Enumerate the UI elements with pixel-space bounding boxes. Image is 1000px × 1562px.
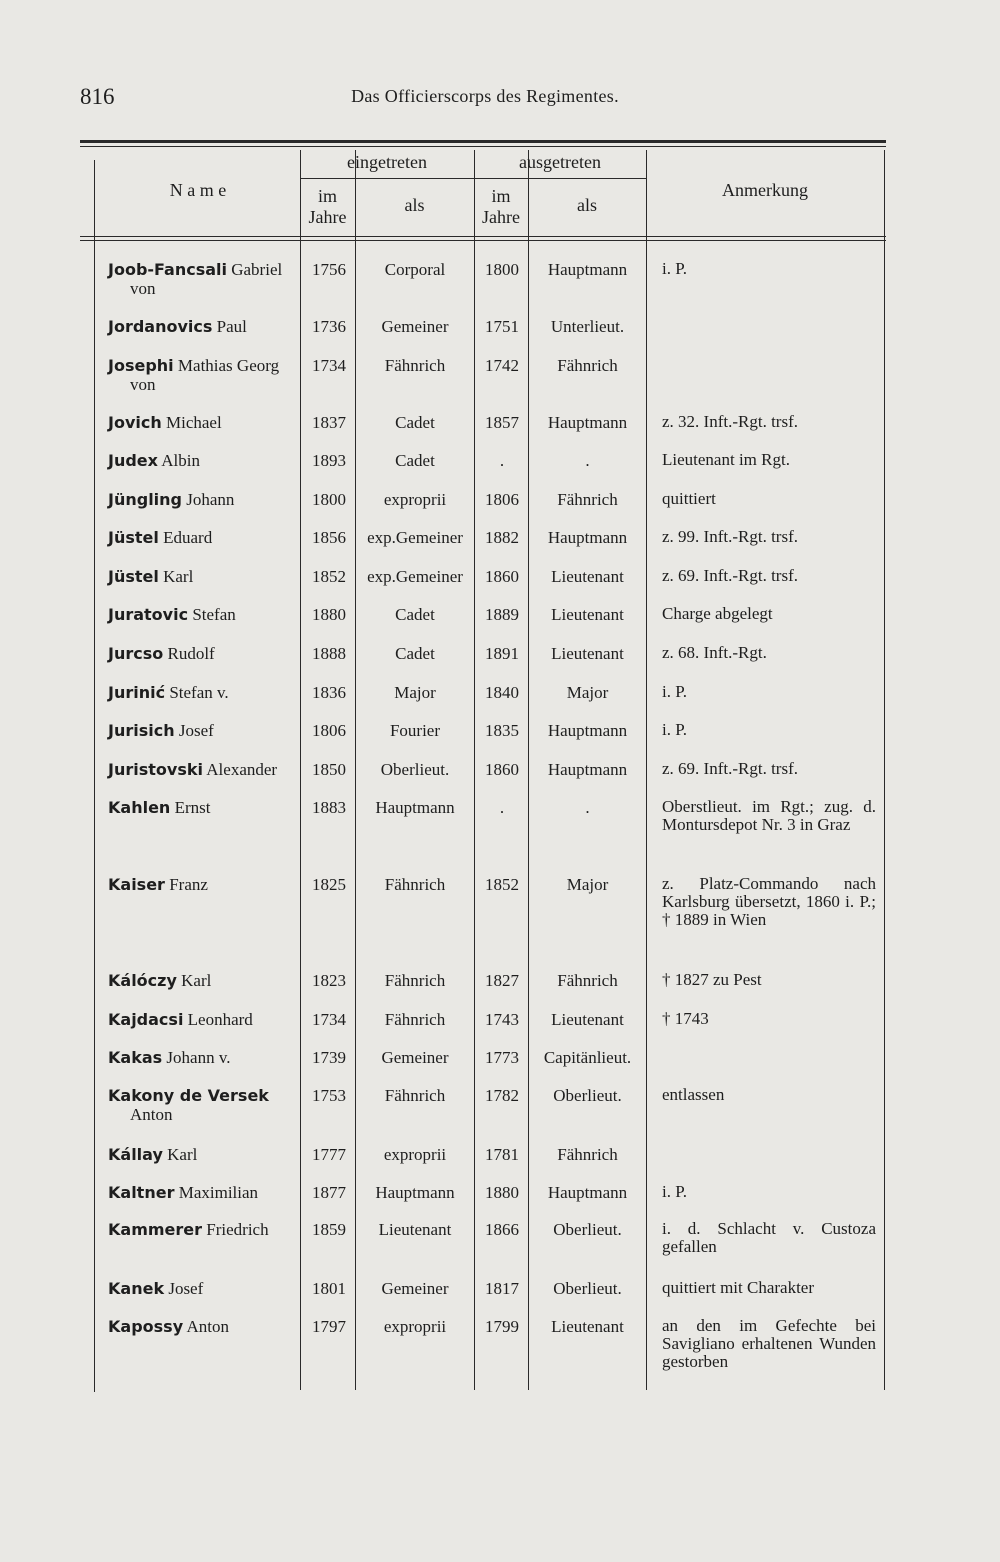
given-name: Karl [181, 971, 212, 990]
officer-name [108, 413, 300, 432]
exit-year: 1835 [485, 721, 519, 740]
header-subrule-entered [300, 178, 474, 179]
officer-name [108, 875, 300, 894]
surname: Kahlen [108, 798, 171, 817]
remark: z. 69. Inft.-Rgt. trsf. [662, 759, 798, 778]
entry-rank: Hauptmann [375, 1183, 455, 1202]
name-continuation: Anton [130, 1105, 173, 1124]
given-name: Stefan v. [169, 683, 229, 702]
entry-rank: exp.Gemeiner [367, 567, 463, 586]
exit-rank: Fähnrich [557, 490, 618, 509]
remark: z. Platz-Commando nach Karlsburg übersetzt, 1860 i. P.; † 1889 in Wien [662, 874, 876, 929]
officer-name [108, 1317, 300, 1336]
officer-name [108, 528, 300, 547]
exit-year: 1880 [485, 1183, 519, 1202]
given-name: Maximilian [178, 1183, 259, 1202]
entry-rank: Fähnrich [384, 971, 446, 990]
entry-year: 1883 [312, 798, 346, 817]
surname: Jüngling [108, 490, 182, 509]
surname: Jüstel [108, 528, 159, 547]
given-name: Mathias Georg [177, 356, 280, 375]
officer-name [108, 798, 300, 817]
exit-rank: Oberlieut. [553, 1279, 622, 1298]
surname: Kállay [108, 1145, 163, 1164]
name-continuation: von [130, 375, 156, 394]
exit-rank: Hauptmann [547, 721, 628, 740]
officer-name [108, 1086, 300, 1124]
given-name: Johann v. [166, 1048, 231, 1067]
entry-year: 1736 [312, 317, 346, 336]
given-name: Karl [163, 567, 194, 586]
exit-year: 1751 [485, 317, 519, 336]
surname: Kaltner [108, 1183, 175, 1202]
remark: entlassen [662, 1085, 725, 1104]
officer-name [108, 490, 300, 509]
column-rule-as2 [646, 150, 647, 1390]
remark: i. P. [662, 720, 688, 739]
entry-rank: Corporal [384, 260, 446, 279]
exit-rank: Lieutenant [551, 1317, 624, 1336]
officer-name [108, 683, 300, 702]
entry-year: 1856 [312, 528, 346, 547]
surname: Joob-Fancsali [108, 260, 227, 279]
entry-year: 1797 [312, 1317, 346, 1336]
entry-rank: exproprii [383, 1317, 447, 1336]
exit-rank: . [585, 451, 590, 470]
exit-year: 1866 [485, 1220, 519, 1239]
remark: z. 69. Inft.-Rgt. trsf. [662, 566, 798, 585]
exit-rank: Capitänlieut. [543, 1048, 632, 1067]
entry-rank: Cadet [395, 644, 435, 663]
exit-rank: Lieutenant [551, 644, 624, 663]
remark: Lieutenant im Rgt. [662, 450, 790, 469]
officer-name [108, 971, 300, 990]
given-name: Josef [168, 1279, 204, 1298]
entry-year: 1756 [312, 260, 346, 279]
remark: quittiert mit Charakter [662, 1278, 815, 1297]
surname: Jüstel [108, 567, 159, 586]
entry-rank: Fähnrich [384, 875, 446, 894]
header-as-entered: als [404, 195, 425, 215]
officer-name [108, 1048, 300, 1067]
surname: Josephi [108, 356, 174, 375]
remark: i. P. [662, 682, 688, 701]
given-name: Leonhard [187, 1010, 253, 1029]
exit-year: 1827 [485, 971, 519, 990]
exit-rank: Lieutenant [551, 567, 624, 586]
exit-year: 1891 [485, 644, 519, 663]
surname: Kálóczy [108, 971, 177, 990]
remark: z. 32. Inft.-Rgt. trsf. [662, 412, 798, 431]
exit-year: . [499, 798, 505, 817]
exit-year: 1817 [485, 1279, 519, 1298]
entry-year: 1777 [312, 1145, 346, 1164]
exit-rank: Hauptmann [547, 528, 628, 547]
officer-name [108, 760, 300, 779]
header-year-left: im Jahre [482, 186, 520, 227]
entry-rank: Fourier [389, 721, 441, 740]
exit-rank: Oberlieut. [553, 1086, 622, 1105]
entry-rank: Cadet [395, 413, 435, 432]
exit-rank: Lieutenant [551, 605, 624, 624]
entry-rank: Gemeiner [381, 1279, 449, 1298]
surname: Kanek [108, 1279, 165, 1298]
exit-rank: Oberlieut. [553, 1220, 622, 1239]
officer-name [108, 356, 300, 394]
surname: Kajdacsi [108, 1010, 184, 1029]
officer-name [108, 451, 300, 470]
header-entered: eingetreten [347, 152, 427, 172]
given-name: Albin [161, 451, 201, 470]
exit-year: 1800 [485, 260, 519, 279]
entry-year: 1825 [312, 875, 346, 894]
entry-rank: Gemeiner [381, 1048, 449, 1067]
exit-year: 1742 [485, 356, 519, 375]
header-rule [80, 236, 886, 237]
officer-name [108, 721, 300, 740]
given-name: Paul [216, 317, 247, 336]
entry-year: 1806 [312, 721, 346, 740]
officer-name [108, 1220, 300, 1239]
entry-rank: Hauptmann [375, 798, 455, 817]
entry-year: 1859 [312, 1220, 346, 1239]
entry-year: 1734 [312, 1010, 346, 1029]
given-name: Anton [186, 1317, 229, 1336]
exit-year: 1860 [485, 760, 519, 779]
exit-rank: Major [566, 875, 609, 894]
exit-year: . [499, 451, 505, 470]
entry-rank: exp.Gemeiner [367, 528, 463, 547]
entry-rank: Fähnrich [384, 1010, 446, 1029]
running-title: Das Officierscorps des Regimentes. [351, 86, 619, 106]
column-rule-as1 [474, 150, 475, 1390]
remark: z. 99. Inft.-Rgt. trsf. [662, 527, 798, 546]
entry-year: 1877 [312, 1183, 346, 1202]
entry-year: 1739 [312, 1048, 346, 1067]
exit-year: 1781 [485, 1145, 519, 1164]
entry-year: 1888 [312, 644, 346, 663]
surname: Jurinić [108, 683, 166, 702]
header-rule-double [80, 240, 886, 241]
surname: Judex [108, 451, 158, 470]
entry-rank: Cadet [395, 451, 435, 470]
entry-year: 1734 [312, 356, 346, 375]
exit-rank: Unterlieut. [550, 317, 625, 336]
exit-year: 1743 [485, 1010, 519, 1029]
remark: † 1827 zu Pest [662, 970, 762, 989]
surname: Jurcso [108, 644, 164, 663]
officer-name [108, 1010, 300, 1029]
given-name: Alexander [206, 760, 278, 779]
given-name: Ernst [174, 798, 211, 817]
top-rule-thick [80, 140, 886, 143]
header-year-entered: im Jahre [308, 186, 347, 227]
officer-name [108, 317, 300, 336]
exit-rank: Hauptmann [547, 1183, 628, 1202]
surname: Jordanovics [108, 317, 213, 336]
exit-year: 1860 [485, 567, 519, 586]
exit-rank: Major [566, 683, 609, 702]
surname: Kapossy [108, 1317, 184, 1336]
entry-rank: exproprii [383, 1145, 447, 1164]
officer-name [108, 1279, 300, 1298]
header-as-left: als [577, 195, 597, 215]
exit-rank: Hauptmann [547, 413, 628, 432]
surname: Juristovski [108, 760, 203, 779]
column-rule-year2 [528, 150, 529, 1390]
given-name: Johann [186, 490, 235, 509]
surname: Juratovic [108, 605, 189, 624]
given-name: Stefan [192, 605, 236, 624]
entry-year: 1801 [312, 1279, 346, 1298]
remark: i. P. [662, 1182, 688, 1201]
given-name: Gabriel [231, 260, 283, 279]
header-remark: Anmerkung [722, 180, 808, 200]
entry-rank: Major [394, 683, 436, 702]
entry-year: 1850 [312, 760, 346, 779]
entry-year: 1836 [312, 683, 346, 702]
exit-rank: Fähnrich [557, 971, 618, 990]
exit-year: 1799 [485, 1317, 519, 1336]
header-left: ausgetreten [519, 152, 601, 172]
entry-year: 1837 [312, 413, 346, 432]
top-rule-thin [80, 146, 886, 147]
entry-year: 1852 [312, 567, 346, 586]
exit-year: 1882 [485, 528, 519, 547]
exit-year: 1857 [485, 413, 519, 432]
given-name: Michael [165, 413, 222, 432]
entry-rank: Cadet [395, 605, 435, 624]
remark: quittiert [662, 489, 716, 508]
remark: an den im Gefechte bei Savigliano erhaltenen Wunden gestorben [662, 1316, 876, 1371]
page-number: 816 [80, 84, 115, 109]
remark: Charge abgelegt [662, 604, 773, 623]
entry-rank: Gemeiner [381, 317, 449, 336]
entry-rank: exproprii [383, 490, 447, 509]
exit-rank: Hauptmann [547, 260, 628, 279]
given-name: Rudolf [167, 644, 215, 663]
given-name: Eduard [163, 528, 213, 547]
column-rule-left [94, 160, 95, 1392]
exit-year: 1840 [485, 683, 519, 702]
exit-year: 1782 [485, 1086, 519, 1105]
officer-name [108, 605, 300, 624]
entry-rank: Oberlieut. [380, 760, 450, 779]
remark: i. d. Schlacht v. Custoza gefallen [662, 1219, 876, 1256]
surname: Jovich [108, 413, 162, 432]
officer-name [108, 1183, 300, 1202]
exit-rank: Fähnrich [557, 1145, 618, 1164]
entry-year: 1880 [312, 605, 346, 624]
exit-rank: . [585, 798, 590, 817]
header-subrule-left [474, 178, 646, 179]
exit-year: 1806 [485, 490, 519, 509]
exit-year: 1852 [485, 875, 519, 894]
entry-year: 1753 [312, 1086, 346, 1105]
given-name: Friedrich [206, 1220, 269, 1239]
remark: i. P. [662, 259, 688, 278]
surname: Jurisich [108, 721, 175, 740]
exit-rank: Hauptmann [547, 760, 628, 779]
column-rule-right [884, 150, 885, 1390]
exit-rank: Lieutenant [551, 1010, 624, 1029]
entry-year: 1823 [312, 971, 346, 990]
surname: Kakas [108, 1048, 163, 1067]
officer-name [108, 644, 300, 663]
exit-rank: Fähnrich [557, 356, 618, 375]
surname: Kammerer [108, 1220, 203, 1239]
surname: Kaiser [108, 875, 165, 894]
officer-name [108, 260, 300, 298]
remark: Oberstlieut. im Rgt.; zug. d. Montursdepot Nr. 3 in Graz [662, 797, 876, 834]
header-name: N a m e [169, 180, 227, 200]
entry-rank: Fähnrich [384, 1086, 446, 1105]
entry-rank: Fähnrich [384, 356, 446, 375]
column-rule-name [300, 150, 301, 1390]
given-name: Josef [178, 721, 214, 740]
surname: Kakony de Versek [108, 1086, 269, 1105]
name-continuation: von [130, 279, 156, 298]
remark: † 1743 [662, 1009, 709, 1028]
remark: z. 68. Inft.-Rgt. [662, 643, 767, 662]
given-name: Franz [169, 875, 208, 894]
exit-year: 1889 [485, 605, 519, 624]
entry-rank: Lieutenant [378, 1220, 452, 1239]
entry-year: 1800 [312, 490, 346, 509]
officer-name [108, 567, 300, 586]
officer-name [108, 1145, 300, 1164]
entry-year: 1893 [312, 451, 346, 470]
exit-year: 1773 [485, 1048, 519, 1067]
given-name: Karl [167, 1145, 198, 1164]
